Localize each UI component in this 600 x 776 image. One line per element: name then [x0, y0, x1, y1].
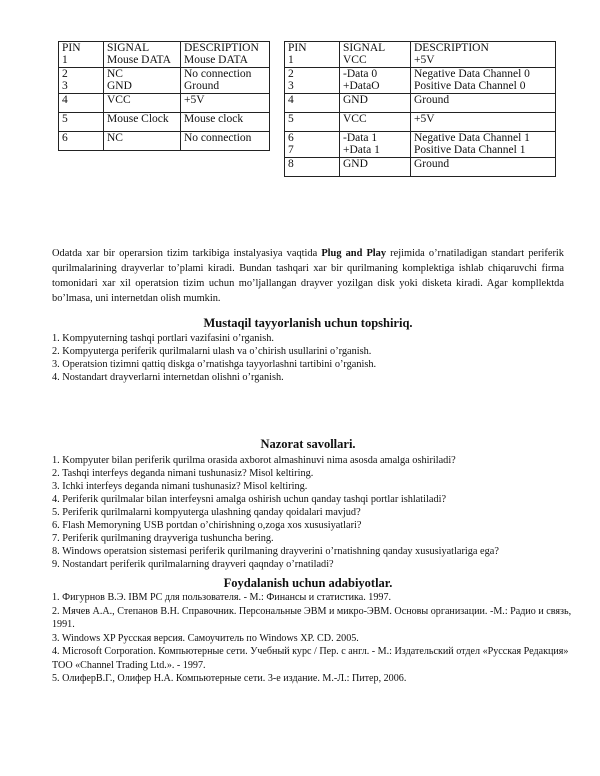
list-item: 3. Operatsion tizimni qattiq diskga o’rnatishga tayyorlashni tartibini o’rganish. — [52, 359, 377, 370]
cell-signal: Mouse Clock — [104, 113, 181, 132]
list-item: 2. Мячев А.А., Степанов В.Н. Справочник. Персональные ЭВМ и микро-ЭВМ. Основы организации. -М.: Радио и связь, 1991. — [52, 605, 572, 630]
table-cell — [285, 42, 340, 68]
list-item: 3. Ichki interfeys deganda nimani tushunasiz? Misol keltiring. — [52, 481, 308, 492]
list-item: 1. Kompyuterning tashqi portlari vazifasini o’rganish. — [52, 333, 275, 344]
cell-description: Mouse clock — [181, 113, 270, 132]
cell-pin: 2 — [288, 68, 294, 80]
table-row — [59, 42, 270, 68]
cell-pin: 6 — [288, 132, 294, 144]
cell-description: Ground — [184, 79, 220, 92]
cell-signal: -Data 0 — [343, 68, 378, 80]
section-title-literature: Foydalanish uchun adabiyotlar. — [223, 576, 393, 590]
list-item: 7. Periferik qurilmaning drayveriga tushuncha bering. — [52, 533, 274, 544]
cell-description: Negative Data Channel 0 — [414, 68, 530, 80]
cell-signal: +Data 1 — [343, 143, 380, 156]
table-row — [285, 42, 556, 68]
section-title-questions: Nazorat savollari. — [260, 437, 356, 451]
cell-signal: VCC — [343, 53, 367, 66]
list-item: 3. Windows XP Русская версия. Самоучитель по Windows XP. CD. 2005. — [52, 632, 359, 644]
list-item: 8. Windows operatsion sistemasi periferik qurilmaning drayverini o’rnatishning qanday xususiyatlariga ega? — [52, 546, 499, 557]
cell-pin: 3 — [62, 79, 68, 92]
table-cell — [181, 42, 270, 68]
list-item: 5. ОлиферВ.Г., Олифер Н.А. Компьютерные сети. 3-е издание. М.-Л.: Питер, 2006. — [52, 673, 407, 684]
cell-signal: VCC — [104, 94, 181, 113]
cell-signal: GND — [107, 79, 132, 92]
list-item: 1. Kompyuter bilan periferik qurilma orasida axborot almashinuvi nima asosda amalga oshiriladi? — [52, 455, 456, 466]
header-signal: SIGNAL — [107, 42, 150, 54]
cell-description: +5V — [414, 53, 435, 66]
table-cell — [411, 132, 556, 158]
list-item: 4. Periferik qurilmalar bilan interfeysni amalga oshirish uchun qanday tashqi portlar ishlatiladi? — [52, 494, 447, 505]
table-row — [59, 113, 270, 132]
cell-pin: 6 — [59, 132, 104, 151]
cell-description: Positive Data Channel 1 — [414, 143, 526, 156]
header-description: DESCRIPTION — [414, 42, 489, 54]
table-cell — [59, 42, 104, 68]
table-cell — [181, 68, 270, 94]
pinout-table-1 — [58, 41, 270, 151]
cell-signal: GND — [340, 158, 411, 177]
cell-description: Positive Data Channel 0 — [414, 79, 526, 92]
header-signal: SIGNAL — [343, 42, 386, 54]
table-cell — [340, 68, 411, 94]
cell-pin: 8 — [285, 158, 340, 177]
questions-list — [52, 454, 572, 571]
cell-description: +5V — [181, 94, 270, 113]
header-pin: PIN — [62, 42, 81, 54]
table-row — [285, 94, 556, 113]
table-cell — [104, 68, 181, 94]
cell-pin: 1 — [62, 53, 68, 66]
list-item: 2. Tashqi interfeys deganda nimani tushunasiz? Misol keltiring. — [52, 468, 314, 479]
table-row — [285, 113, 556, 132]
cell-pin: 1 — [288, 53, 294, 66]
cell-signal: NC — [104, 132, 181, 151]
table-cell — [285, 132, 340, 158]
table-row — [59, 68, 270, 94]
cell-description: Ground — [411, 158, 556, 177]
tasks-list — [52, 332, 572, 384]
cell-signal: GND — [340, 94, 411, 113]
cell-signal: Mouse DATA — [107, 53, 171, 66]
intro-paragraph — [52, 246, 564, 306]
cell-signal: NC — [107, 68, 123, 80]
cell-pin: 7 — [288, 143, 294, 156]
cell-pin: 5 — [285, 113, 340, 132]
cell-signal: -Data 1 — [343, 132, 378, 144]
header-description: DESCRIPTION — [184, 42, 259, 54]
list-item: 2. Kompyuterga periferik qurilmalarni ulash va o’chirish usullarini o’rganish. — [52, 346, 372, 357]
list-item: 9. Nostandart periferik qurilmalarning drayveri qaqnday o’rnatiladi? — [52, 559, 334, 570]
list-item: 4. Microsoft Corporation. Компьютерные сети. Учебный курс / Пер. с англ. - М.: Издательский отдел «Русская Редакция» ТОО «Channel Trading Ltd.». - 1997. — [52, 646, 569, 671]
table-cell — [104, 42, 181, 68]
table-row — [285, 158, 556, 177]
table-row — [285, 68, 556, 94]
list-item: 6. Flash Memoryning USB portdan o’chirishning o,zoga xos xususiyatlari? — [52, 520, 362, 531]
table-row — [285, 132, 556, 158]
cell-signal: +DataO — [343, 79, 380, 92]
table-cell — [59, 68, 104, 94]
list-item: 4. Nostandart drayverlarni internetdan olishni o’rganish. — [52, 372, 284, 383]
table-row — [59, 132, 270, 151]
cell-description: No connection — [184, 68, 252, 80]
table-cell — [411, 42, 556, 68]
cell-pin: 3 — [288, 79, 294, 92]
table-row — [59, 94, 270, 113]
table-cell — [285, 68, 340, 94]
paragraph-text: rejimida o’rnatiladigan standart periferik qurilmalarining drayverlar to’plami kiradi. Bundan tashqari xar bir qurilmaning komplektiga ishlab chiqaruvchi firma tomonidari xar xil operatsion tizim uchun mo’ljallangan drayver yozilgan disk yoki disketa kiradi. Agar kompllektda bo’lmasa, uni internetdan olish mumkin. — [52, 248, 564, 304]
pinout-table-2 — [284, 41, 556, 177]
paragraph-text: Odatda xar bir operarsion tizim tarkibiga instalyasiya vaqtida — [52, 248, 322, 259]
cell-pin: 4 — [285, 94, 340, 113]
cell-description: Mouse DATA — [184, 53, 248, 66]
cell-description: No connection — [181, 132, 270, 151]
list-item: 5. Periferik qurilmalarni kompyuterga ulashning qanday qoidalari mavjud? — [52, 507, 361, 518]
cell-signal: VCC — [340, 113, 411, 132]
table-cell — [340, 132, 411, 158]
plug-and-play-term: Plug and Play — [321, 248, 387, 259]
cell-description: Ground — [411, 94, 556, 113]
cell-pin: 2 — [62, 68, 68, 80]
header-pin: PIN — [288, 42, 307, 54]
table-cell — [411, 68, 556, 94]
section-title-tasks: Mustaqil tayyorlanish uchun topshiriq. — [203, 316, 413, 330]
cell-pin: 5 — [59, 113, 104, 132]
list-item: 1. Фигурнов В.Э. IBM PC для пользователя. - М.: Финансы и статистика. 1997. — [52, 592, 392, 603]
literature-list — [52, 591, 572, 686]
cell-pin: 4 — [59, 94, 104, 113]
cell-description: Negative Data Channel 1 — [414, 132, 530, 144]
table-cell — [340, 42, 411, 68]
cell-description: +5V — [411, 113, 556, 132]
